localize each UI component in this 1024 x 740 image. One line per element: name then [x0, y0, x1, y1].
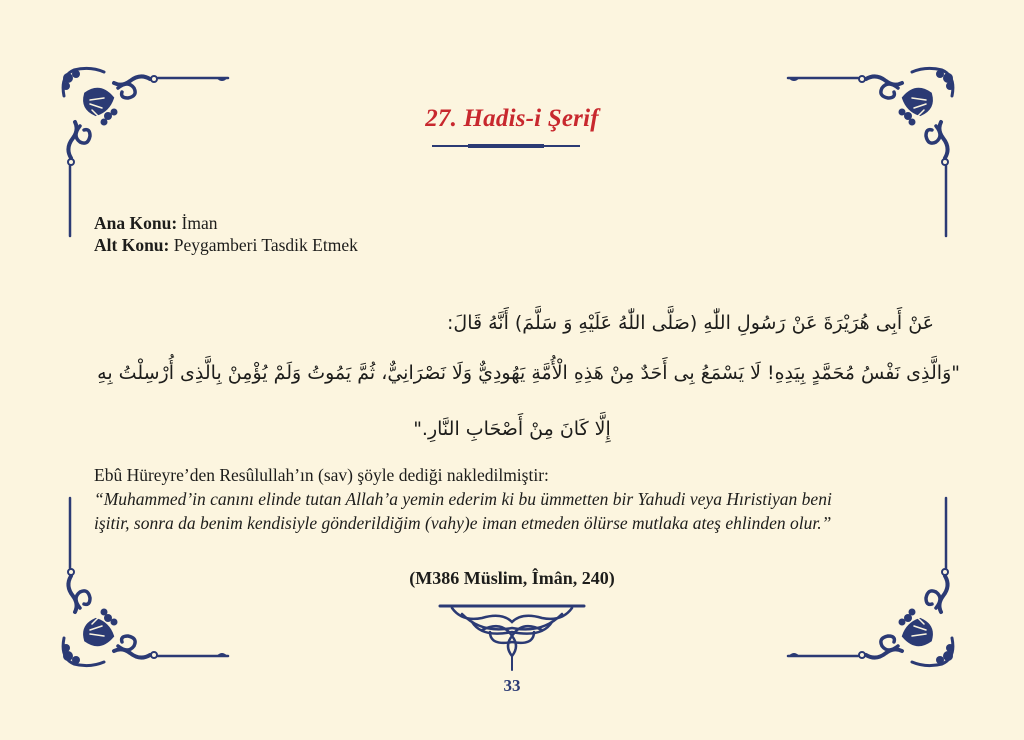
translation-intro: Ebû Hüreyre’den Resûlullah’ın (sav) şöyle dediği nakledilmiştir: — [94, 465, 549, 485]
hadith-title: 27. Hadis-i Şerif — [425, 105, 599, 132]
sub-topic — [94, 234, 358, 256]
arabic-text-line-2: "وَالَّذِى نَفْسُ مُحَمَّدٍ بِيَدِهِ! لَا يَسْمَعُ بِى أَحَدٌ مِنْ هَذِهِ الْأُمَّةِ يَهُودِيٌّ وَلَا نَصْرَانِيٌّ، ثُمَّ يَمُوتُ وَلَمْ يُؤْمِنْ بِالَّذِى أُرْسِلْتُ بِهِ — [97, 362, 960, 384]
page-number: 33 — [503, 676, 521, 695]
corner-ornament-top-right-icon — [778, 66, 958, 246]
translation-quote-line-1: “Muhammed’in canını elinde tutan Allah’a yemin ederim ki bu ümmetten bir Yahudi veya Hıristiyan beni — [94, 489, 832, 509]
sub-topic-value: Peygamberi Tasdik Etmek — [173, 235, 358, 255]
main-topic-value: İman — [181, 213, 218, 233]
knot-divider-icon — [432, 602, 592, 681]
main-topic — [94, 212, 358, 234]
title-underline — [432, 145, 580, 147]
translation-quote-line-2: işitir, sonra da benim kendisiyle gönderildiğim (vahy)e iman etmeden ölürse mutlaka ateş ehlinden olur.” — [94, 513, 832, 533]
arabic-text-line-1: عَنْ أَبِى هُرَيْرَةَ عَنْ رَسُولِ اللّٰهِ (صَلَّى اللّٰهُ عَلَيْهِ وَ سَلَّمَ) أَنَّهُ قَالَ: — [446, 312, 934, 334]
translation-quote — [94, 487, 934, 535]
topics-block — [94, 212, 358, 256]
hadith-source: (M386 Müslim, Îmân, 240) — [409, 568, 615, 588]
main-topic-label: Ana Konu: — [94, 213, 178, 233]
arabic-text-line-3: إِلَّا كَانَ مِنْ أَصْحَابِ النَّارِ." — [413, 418, 611, 440]
sub-topic-label: Alt Konu: — [94, 235, 170, 255]
